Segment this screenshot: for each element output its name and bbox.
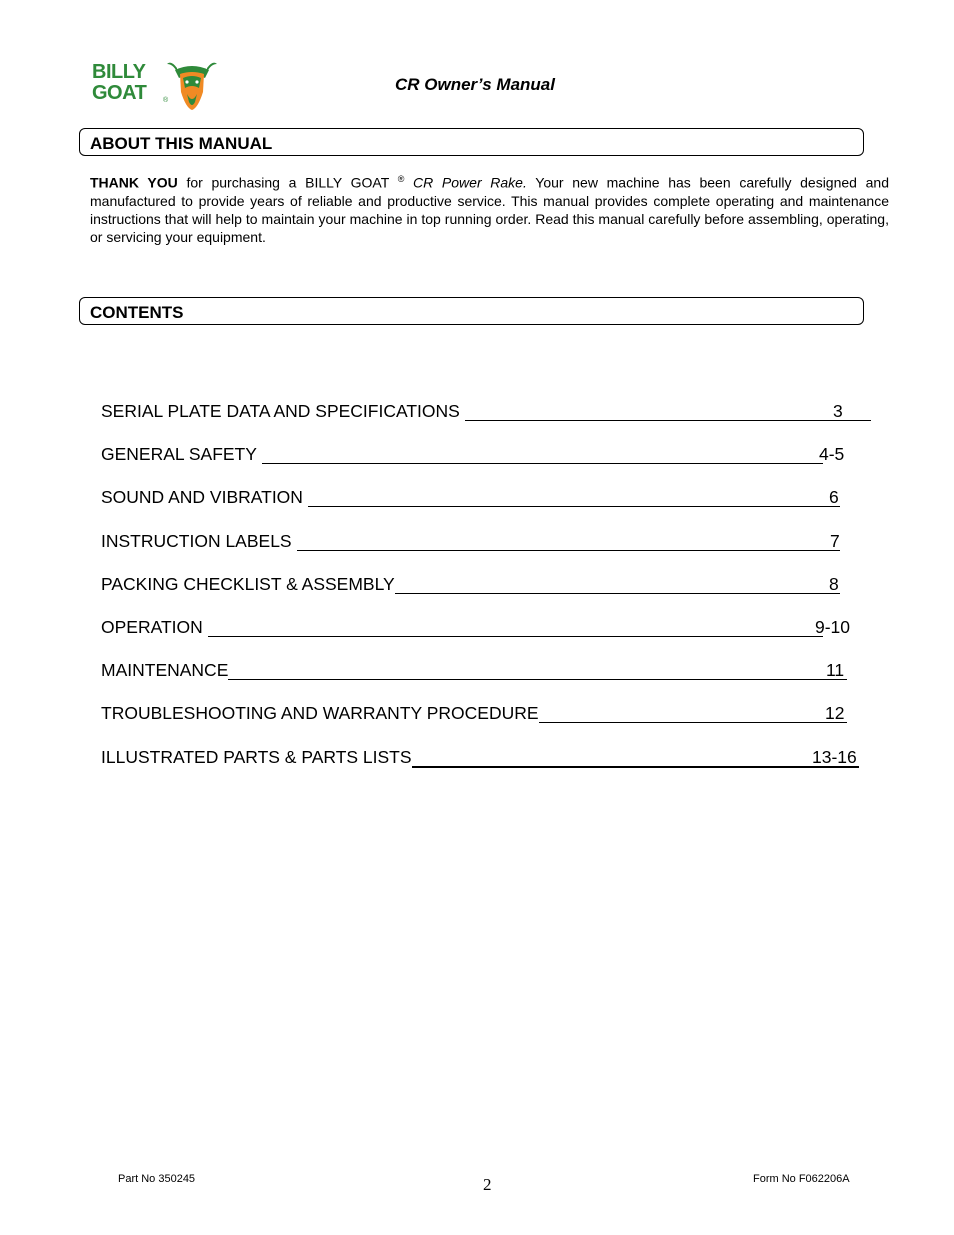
toc-entry-page: 9-10 xyxy=(815,616,851,637)
logo-registered-mark: ® xyxy=(163,97,169,104)
toc-leader-line xyxy=(539,702,847,723)
about-heading: ABOUT THIS MANUAL xyxy=(90,134,273,153)
toc-entry-label: SERIAL PLATE DATA AND SPECIFICATIONS xyxy=(101,401,460,421)
toc-leader-line xyxy=(297,530,840,551)
table-of-contents xyxy=(101,400,871,789)
toc-entry-page: 8 xyxy=(829,573,839,594)
contents-heading: CONTENTS xyxy=(90,303,184,322)
toc-leader-line xyxy=(262,443,823,464)
toc-entry[interactable] xyxy=(101,746,871,789)
toc-leader-line xyxy=(395,573,840,594)
contents-section-header xyxy=(79,297,864,325)
toc-entry-page: 11 xyxy=(826,660,845,681)
footer-page-number: 2 xyxy=(483,1175,492,1194)
about-paragraph xyxy=(90,170,889,246)
toc-entry[interactable] xyxy=(101,616,871,659)
toc-entry-label: TROUBLESHOOTING AND WARRANTY PROCEDURE xyxy=(101,703,539,724)
toc-entry[interactable] xyxy=(101,486,871,529)
toc-leader-line xyxy=(308,486,840,507)
toc-entry-page: 6 xyxy=(829,487,839,508)
thank-you-lead: THANK YOU xyxy=(90,174,178,191)
toc-leader-line xyxy=(412,746,859,768)
toc-entry-label: SOUND AND VIBRATION xyxy=(101,487,303,508)
toc-entry[interactable] xyxy=(101,530,871,573)
registered-mark: ® xyxy=(397,174,405,184)
toc-entry[interactable] xyxy=(101,443,871,486)
toc-entry[interactable] xyxy=(101,659,871,702)
document-title: CR Owner’s Manual xyxy=(395,75,555,94)
logo-word-goat: GOAT xyxy=(92,82,147,104)
intro-text-1: for purchasing a BILLY GOAT xyxy=(177,174,398,191)
goat-head-icon xyxy=(167,58,217,112)
toc-entry-page: 7 xyxy=(830,530,840,551)
product-name: CR Power Rake. xyxy=(404,174,527,191)
toc-entry-label: PACKING CHECKLIST & ASSEMBLY xyxy=(101,573,395,594)
toc-leader-line xyxy=(208,616,823,637)
toc-entry-label: MAINTENANCE xyxy=(101,660,229,681)
toc-entry[interactable]: SERIAL PLATE DATA AND SPECIFICATIONS 3 xyxy=(101,400,871,443)
toc-leader-line xyxy=(465,400,871,421)
about-section-header xyxy=(79,128,864,156)
billy-goat-logo xyxy=(92,58,222,112)
toc-entry-page: 13-16 xyxy=(812,746,857,767)
toc-entry-page: 4-5 xyxy=(819,444,845,465)
toc-entry[interactable] xyxy=(101,702,871,745)
toc-entry[interactable] xyxy=(101,573,871,616)
toc-entry-page: 12 xyxy=(825,703,845,724)
toc-leader-line xyxy=(228,659,847,680)
footer-form-number: Form No F062206A xyxy=(753,1173,850,1185)
footer-part-number: Part No 350245 xyxy=(118,1173,196,1185)
toc-entry-label: ILLUSTRATED PARTS & PARTS LISTS xyxy=(101,746,412,767)
intro-text-2: Your new machine has been carefully designed and manufactured to provide years of reliable and productive service. This manual provides complete operating and maintenance instructions that will help to maintain your machine in top running order. Read this manual carefully before assembling, operating, or servicing your equipment. xyxy=(90,174,889,245)
toc-entry-label: INSTRUCTION LABELS xyxy=(101,530,292,551)
toc-entry-label: OPERATION xyxy=(101,616,203,637)
toc-entry-label: GENERAL SAFETY xyxy=(101,444,257,465)
logo-word-billy: BILLY xyxy=(92,61,146,83)
